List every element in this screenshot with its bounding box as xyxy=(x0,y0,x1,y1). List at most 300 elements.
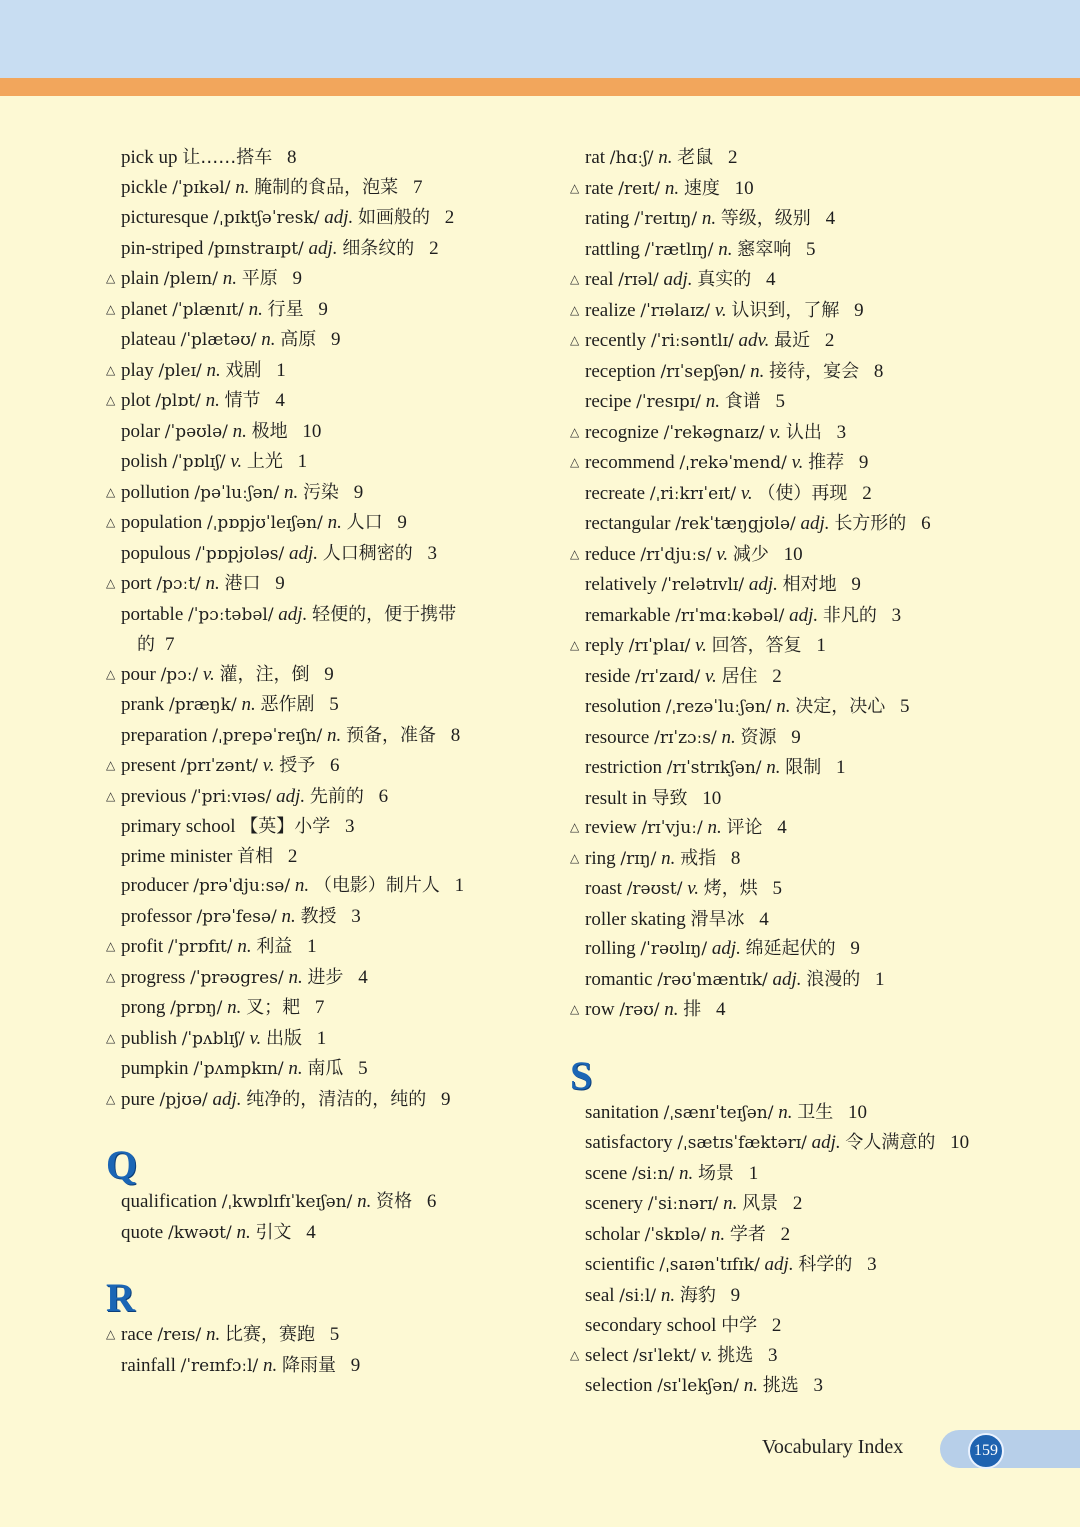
index-entry xyxy=(106,963,546,994)
chinese-meaning: 污染 xyxy=(302,481,339,503)
unit-number: 1 xyxy=(276,359,286,381)
triangle-marker-icon: △ xyxy=(106,393,116,407)
index-entry xyxy=(570,1098,1040,1129)
chinese-meaning: 戒指 xyxy=(680,847,717,869)
chinese-meaning: 限制 xyxy=(785,757,822,778)
triangle-marker-icon: △ xyxy=(106,1091,116,1106)
chinese-meaning: 学者 xyxy=(729,1223,766,1245)
section-letter-s: S xyxy=(570,1052,593,1098)
index-entry xyxy=(570,357,1040,388)
headword: population xyxy=(121,512,203,533)
index-entry xyxy=(570,692,1040,723)
page-number: 159 xyxy=(968,1433,1004,1469)
headword: reception xyxy=(585,360,656,382)
phonetic: /pɪnstraɪpt/ xyxy=(208,238,304,259)
phonetic: /ˈrætlɪŋ/ xyxy=(644,239,714,260)
phonetic: /ˈprəʊgres/ xyxy=(190,967,284,988)
headword: rainfall xyxy=(121,1354,176,1376)
index-entry xyxy=(570,723,1040,754)
chinese-meaning: 教授 xyxy=(300,905,337,927)
chinese-meaning: 减少 xyxy=(732,543,769,565)
orange-stripe xyxy=(0,78,1080,96)
chinese-meaning: 浪漫的 xyxy=(806,968,861,990)
chinese-meaning: （电影）制片人 xyxy=(313,875,440,896)
chinese-meaning: 相对地 xyxy=(782,574,837,595)
index-entry xyxy=(570,1189,1040,1220)
triangle-marker-icon: △ xyxy=(570,546,580,561)
phonetic: /rɪˈdjuːs/ xyxy=(640,544,712,565)
phonetic: /plɒt/ xyxy=(155,391,201,411)
index-entry xyxy=(106,478,546,509)
headword: professor xyxy=(121,905,192,927)
entry-list-q xyxy=(106,1187,546,1248)
chinese-meaning: 极地 xyxy=(251,420,288,442)
part-of-speech: v. xyxy=(704,665,717,687)
chinese-meaning: 比赛，赛跑 xyxy=(224,1324,315,1345)
chinese-meaning: 挑选 xyxy=(762,1375,799,1396)
part-of-speech: v. xyxy=(740,482,753,504)
part-of-speech: n. xyxy=(718,238,733,260)
unit-number: 5 xyxy=(772,878,782,899)
index-entry xyxy=(570,1220,1040,1251)
phonetic: /ˈprɒfɪt/ xyxy=(167,937,233,957)
unit-number: 4 xyxy=(825,208,836,229)
part-of-speech: v. xyxy=(700,1344,713,1366)
triangle-marker-icon: △ xyxy=(106,515,116,529)
chinese-meaning: 授予 xyxy=(279,755,316,776)
unit-number: 2 xyxy=(862,482,872,504)
unit-number: 4 xyxy=(759,908,769,930)
index-entry xyxy=(106,690,546,721)
phonetic: /ˌsænɪˈteɪʃən/ xyxy=(663,1102,774,1123)
unit-number: 9 xyxy=(397,512,407,533)
headword: picturesque xyxy=(121,207,209,228)
phonetic: /rɪˈzaɪd/ xyxy=(635,666,701,687)
index-entry xyxy=(570,784,1040,814)
chinese-meaning: 风景 xyxy=(742,1193,779,1214)
part-of-speech: n. xyxy=(701,208,717,229)
chinese-meaning: 场景 xyxy=(698,1162,734,1184)
index-entry xyxy=(106,721,546,752)
chinese-meaning: 人口稠密的 xyxy=(322,542,413,564)
unit-number: 1 xyxy=(836,757,846,778)
headword: plain xyxy=(121,268,159,289)
part-of-speech: v. xyxy=(262,755,275,776)
unit-number: 9 xyxy=(854,299,864,321)
chinese-meaning: 排 xyxy=(683,999,702,1020)
index-entry xyxy=(106,1187,546,1218)
part-of-speech: n. xyxy=(248,298,263,320)
unit-number: 3 xyxy=(867,1254,877,1275)
part-of-speech: n. xyxy=(261,329,276,350)
part-of-speech: n. xyxy=(327,724,342,746)
index-entry xyxy=(570,1250,1040,1281)
index-entry xyxy=(106,539,546,570)
unit-number: 1 xyxy=(816,635,826,656)
phonetic: /ˈrelətɪvlɪ/ xyxy=(661,575,745,595)
headword: resolution xyxy=(585,696,661,717)
chinese-meaning: 绵延起伏的 xyxy=(745,938,836,959)
unit-number: 9 xyxy=(858,452,869,473)
chinese-meaning: 戏剧 xyxy=(225,359,262,381)
headword: quote xyxy=(121,1221,164,1243)
chinese-meaning: 恶作剧 xyxy=(260,694,315,715)
unit-number: 1 xyxy=(297,451,308,472)
index-entry xyxy=(106,569,546,600)
footer-title: Vocabulary Index xyxy=(762,1436,904,1458)
phonetic: /ˈplætəʊ/ xyxy=(180,330,257,350)
chinese-meaning: 老鼠 xyxy=(677,147,714,168)
phonetic: /ˌpɒpjʊˈleɪʃən/ xyxy=(207,513,323,533)
part-of-speech: v. xyxy=(695,635,707,656)
phonetic: /ˌprepəˈreɪʃn/ xyxy=(212,725,323,746)
part-of-speech: n. xyxy=(235,176,250,198)
index-entry xyxy=(106,993,546,1024)
chinese-meaning: 非凡的 xyxy=(822,604,877,626)
unit-number: 9 xyxy=(318,298,328,320)
headword: scenery xyxy=(585,1193,644,1214)
index-entry xyxy=(570,844,1040,875)
part-of-speech: adv. xyxy=(738,330,770,351)
index-entry xyxy=(570,235,1040,266)
phonetic: /ˌriːkrɪˈeɪt/ xyxy=(649,483,737,504)
unit-number: 10 xyxy=(302,420,322,442)
triangle-marker-icon: △ xyxy=(570,333,580,347)
part-of-speech: adj. xyxy=(276,785,306,807)
part-of-speech: n. xyxy=(776,696,791,717)
chinese-meaning: 高原 xyxy=(280,329,317,350)
headword: remarkable xyxy=(585,604,671,626)
triangle-marker-icon: △ xyxy=(570,638,580,652)
chinese-meaning: 引文 xyxy=(255,1221,292,1243)
part-of-speech: n. xyxy=(241,694,256,715)
phonetic: /rəʊst/ xyxy=(626,879,683,899)
unit-number: 10 xyxy=(702,787,722,809)
unit-number: 3 xyxy=(836,421,847,443)
headword: plot xyxy=(121,390,151,411)
unit-number: 5 xyxy=(900,696,910,717)
headword: roast xyxy=(585,878,622,899)
triangle-marker-icon: △ xyxy=(106,576,116,590)
headword: pick up xyxy=(121,147,178,168)
part-of-speech: v. xyxy=(791,452,804,473)
phonetic: /ˈpɒlɪʃ/ xyxy=(172,452,226,472)
unit-number: 9 xyxy=(275,573,285,594)
chinese-meaning: 评论 xyxy=(726,817,763,838)
headword: ring xyxy=(585,847,616,869)
part-of-speech: adj. xyxy=(772,968,802,990)
chinese-meaning: 资源 xyxy=(740,726,777,748)
phonetic: /rɪˈsepʃən/ xyxy=(660,361,746,382)
index-entry xyxy=(106,751,546,782)
triangle-marker-icon: △ xyxy=(106,939,116,953)
phonetic: /rɪəl/ xyxy=(618,270,659,290)
unit-number: 2 xyxy=(444,207,455,228)
chinese-meaning: 中学 xyxy=(721,1315,758,1336)
part-of-speech: n. xyxy=(705,391,720,412)
headword: rectangular xyxy=(585,513,671,534)
index-entry xyxy=(570,509,1040,540)
part-of-speech: n. xyxy=(283,481,299,503)
triangle-marker-icon: △ xyxy=(570,1347,580,1362)
phonetic: /pɔː/ xyxy=(160,664,199,685)
chinese-meaning: 导致 xyxy=(651,787,688,809)
phonetic: /ˌsætɪsˈfæktərɪ/ xyxy=(677,1133,807,1153)
index-entry xyxy=(106,386,546,417)
part-of-speech: n. xyxy=(288,966,303,988)
triangle-marker-icon: △ xyxy=(106,301,116,316)
part-of-speech: v. xyxy=(714,299,727,321)
phonetic: /ˈpʌmpkɪn/ xyxy=(193,1059,284,1079)
unit-number: 4 xyxy=(358,966,368,988)
headword: realize xyxy=(585,299,636,321)
phonetic: /rəʊ/ xyxy=(619,1000,660,1020)
chinese-meaning: 让……搭车 xyxy=(182,147,273,168)
index-entry xyxy=(106,508,546,539)
part-of-speech: adj. xyxy=(308,237,338,259)
headword: pickle xyxy=(121,176,168,198)
headword: play xyxy=(121,359,154,381)
chinese-meaning: 平原 xyxy=(241,268,278,289)
unit-number: 2 xyxy=(429,237,439,259)
unit-number: 1 xyxy=(307,936,317,957)
phonetic: /pjʊə/ xyxy=(159,1089,208,1110)
part-of-speech: n. xyxy=(750,360,765,382)
index-entry xyxy=(106,600,546,660)
phonetic: /rɪˈzɔːs/ xyxy=(654,727,717,748)
index-entry xyxy=(570,1159,1040,1190)
chinese-meaning: 长方形的 xyxy=(834,513,907,534)
index-entry xyxy=(570,601,1040,632)
phonetic: /ˈplænɪt/ xyxy=(172,299,244,320)
headword: profit xyxy=(121,936,164,957)
index-entry xyxy=(570,1311,1040,1341)
index-entry xyxy=(570,326,1040,357)
part-of-speech: n. xyxy=(664,999,679,1020)
headword: pumpkin xyxy=(121,1058,189,1079)
part-of-speech: adj. xyxy=(748,574,778,595)
headword: restriction xyxy=(585,757,663,778)
unit-number: 9 xyxy=(441,1088,451,1110)
phonetic: /ˈpəʊlə/ xyxy=(164,421,228,442)
chinese-meaning: 细条纹的 xyxy=(342,237,415,259)
phonetic: /prɪˈzənt/ xyxy=(180,756,258,776)
chinese-meaning: 决定，决心 xyxy=(795,696,886,717)
headword: recently xyxy=(585,330,647,351)
part-of-speech: n. xyxy=(357,1191,372,1212)
headword: planet xyxy=(121,298,168,320)
part-of-speech: n. xyxy=(707,817,722,838)
phonetic: /præŋk/ xyxy=(169,695,237,715)
index-entry xyxy=(570,874,1040,905)
phonetic: /ˌrezəˈluːʃən/ xyxy=(665,697,772,717)
unit-number: 7 xyxy=(165,634,175,655)
triangle-marker-icon: △ xyxy=(106,788,116,803)
phonetic: /ˈreɪnfɔːl/ xyxy=(180,1355,259,1376)
headword: romantic xyxy=(585,968,653,990)
unit-number: 3 xyxy=(351,905,361,927)
chinese-meaning: 行星 xyxy=(267,298,304,320)
unit-number: 4 xyxy=(306,1221,316,1243)
unit-number: 9 xyxy=(330,329,341,350)
triangle-marker-icon: △ xyxy=(106,271,116,285)
index-entry xyxy=(570,995,1040,1026)
index-entry xyxy=(570,204,1040,235)
part-of-speech: n. xyxy=(778,1101,793,1123)
headword: secondary school xyxy=(585,1315,717,1336)
unit-number: 2 xyxy=(727,147,738,168)
unit-number: 8 xyxy=(873,360,884,382)
triangle-marker-icon: △ xyxy=(570,424,580,439)
unit-number: 5 xyxy=(775,391,785,412)
index-entry xyxy=(570,1128,1040,1159)
headword: previous xyxy=(121,785,187,807)
part-of-speech: n. xyxy=(721,726,736,748)
headword: prime minister xyxy=(121,845,233,867)
unit-number: 6 xyxy=(378,785,389,807)
headword: pin-striped xyxy=(121,237,204,259)
headword: rat xyxy=(585,147,606,168)
index-entry xyxy=(106,356,546,387)
chinese-meaning: 速度 xyxy=(683,177,720,199)
phonetic: /pleɪ/ xyxy=(158,360,202,381)
index-entry xyxy=(106,842,546,872)
triangle-marker-icon: △ xyxy=(106,362,116,377)
headword: review xyxy=(585,817,637,838)
part-of-speech: v. xyxy=(687,878,699,899)
chinese-meaning: 真实的 xyxy=(697,269,752,290)
index-entry xyxy=(570,965,1040,996)
part-of-speech: adj. xyxy=(289,542,319,564)
phonetic: /ˈreɪtɪŋ/ xyxy=(634,209,698,229)
headword: prong xyxy=(121,997,166,1018)
headword: selection xyxy=(585,1375,653,1396)
chinese-meaning: 挑选 xyxy=(717,1344,754,1366)
headword: rating xyxy=(585,208,630,229)
page-number-tab xyxy=(940,1430,1080,1468)
index-entry xyxy=(570,387,1040,418)
chinese-meaning: 接待，宴会 xyxy=(769,360,860,382)
index-entry xyxy=(570,265,1040,296)
headword: roller skating xyxy=(585,908,686,930)
phonetic: /ˌkwɒlɪfɪˈkeɪʃən/ xyxy=(221,1192,353,1212)
phonetic: /sɪˈlekʃən/ xyxy=(657,1376,739,1396)
unit-number: 2 xyxy=(824,330,835,351)
headword: recipe xyxy=(585,391,632,412)
chinese-meaning: 上光 xyxy=(246,451,283,472)
triangle-marker-icon: △ xyxy=(106,758,116,772)
index-entry xyxy=(570,1341,1040,1372)
headword: port xyxy=(121,573,152,594)
phonetic: /ˌsaɪənˈtɪfɪk/ xyxy=(659,1255,760,1275)
chinese-meaning: 降雨量 xyxy=(282,1354,337,1376)
index-entry xyxy=(106,902,546,933)
section-letter-r: R xyxy=(106,1275,135,1320)
triangle-marker-icon: △ xyxy=(106,1030,116,1045)
phonetic: /siːl/ xyxy=(619,1285,657,1306)
entry-list-r-right xyxy=(570,143,1040,1026)
index-entry xyxy=(570,753,1040,784)
phonetic: /ˌrekəˈmend/ xyxy=(679,453,787,473)
headword: seal xyxy=(585,1284,615,1306)
phonetic: /ˈrekəgnaɪz/ xyxy=(663,422,765,443)
headword: recreate xyxy=(585,482,646,504)
chinese-meaning: 令人满意的 xyxy=(845,1132,936,1153)
index-entry xyxy=(570,448,1040,479)
headword: reply xyxy=(585,635,625,656)
phonetic: /ˈpɪkəl/ xyxy=(172,177,231,198)
index-entry xyxy=(570,662,1040,693)
part-of-speech: n. xyxy=(723,1193,738,1214)
triangle-marker-icon: △ xyxy=(570,180,580,195)
index-entry xyxy=(570,905,1040,935)
index-entry xyxy=(106,203,546,234)
phonetic: /rɪˈstrɪkʃən/ xyxy=(666,758,762,778)
unit-number: 9 xyxy=(324,663,334,685)
unit-number: 2 xyxy=(780,1223,791,1245)
headword: polar xyxy=(121,420,161,442)
headword: prank xyxy=(121,694,165,715)
headword: polish xyxy=(121,451,168,472)
headword: primary school xyxy=(121,816,236,837)
unit-number: 3 xyxy=(891,604,902,626)
phonetic: /ˈpriːvɪəs/ xyxy=(191,786,272,807)
index-entry xyxy=(106,234,546,265)
unit-number: 7 xyxy=(314,997,325,1018)
phonetic: /rɪˈmɑːkəbəl/ xyxy=(675,605,785,626)
phonetic: /ˌpɪktʃəˈresk/ xyxy=(213,208,320,228)
entry-list-r-left xyxy=(106,1320,546,1381)
unit-number: 1 xyxy=(875,968,885,990)
chinese-meaning: 【英】小学 xyxy=(240,816,331,837)
chinese-meaning: 出版 xyxy=(265,1027,302,1049)
chinese-meaning: 科学的 xyxy=(798,1254,853,1275)
unit-number: 5 xyxy=(329,1324,340,1345)
headword: race xyxy=(121,1324,153,1345)
index-entry xyxy=(106,932,546,963)
right-column xyxy=(570,143,1040,1402)
part-of-speech: n. xyxy=(263,1354,278,1376)
chinese-meaning-continued: 的 xyxy=(137,634,155,655)
chinese-meaning: 先前的 xyxy=(309,785,364,807)
part-of-speech: n. xyxy=(658,147,673,168)
part-of-speech: n. xyxy=(288,1058,303,1079)
part-of-speech: v. xyxy=(202,663,215,685)
unit-number: 10 xyxy=(848,1101,867,1123)
part-of-speech: adj. xyxy=(764,1254,794,1275)
headword: progress xyxy=(121,966,186,988)
unit-number: 3 xyxy=(767,1344,778,1366)
index-entry xyxy=(106,417,546,448)
phonetic: /reɪt/ xyxy=(618,178,661,199)
part-of-speech: n. xyxy=(661,847,676,869)
part-of-speech: n. xyxy=(222,268,237,289)
triangle-marker-icon: △ xyxy=(570,850,580,865)
triangle-marker-icon: △ xyxy=(106,666,116,681)
headword: publish xyxy=(121,1027,177,1049)
headword: producer xyxy=(121,875,189,896)
phonetic: /rɪŋ/ xyxy=(620,848,657,869)
index-entry xyxy=(106,264,546,295)
chinese-meaning: 窸窣响 xyxy=(737,238,792,260)
phonetic: /reɪs/ xyxy=(157,1325,202,1345)
unit-number: 4 xyxy=(766,269,776,290)
part-of-speech: n. xyxy=(679,1162,694,1184)
headword: select xyxy=(585,1344,629,1366)
chinese-meaning: 进步 xyxy=(307,966,344,988)
headword: recommend xyxy=(585,452,675,473)
part-of-speech: v. xyxy=(716,543,729,565)
